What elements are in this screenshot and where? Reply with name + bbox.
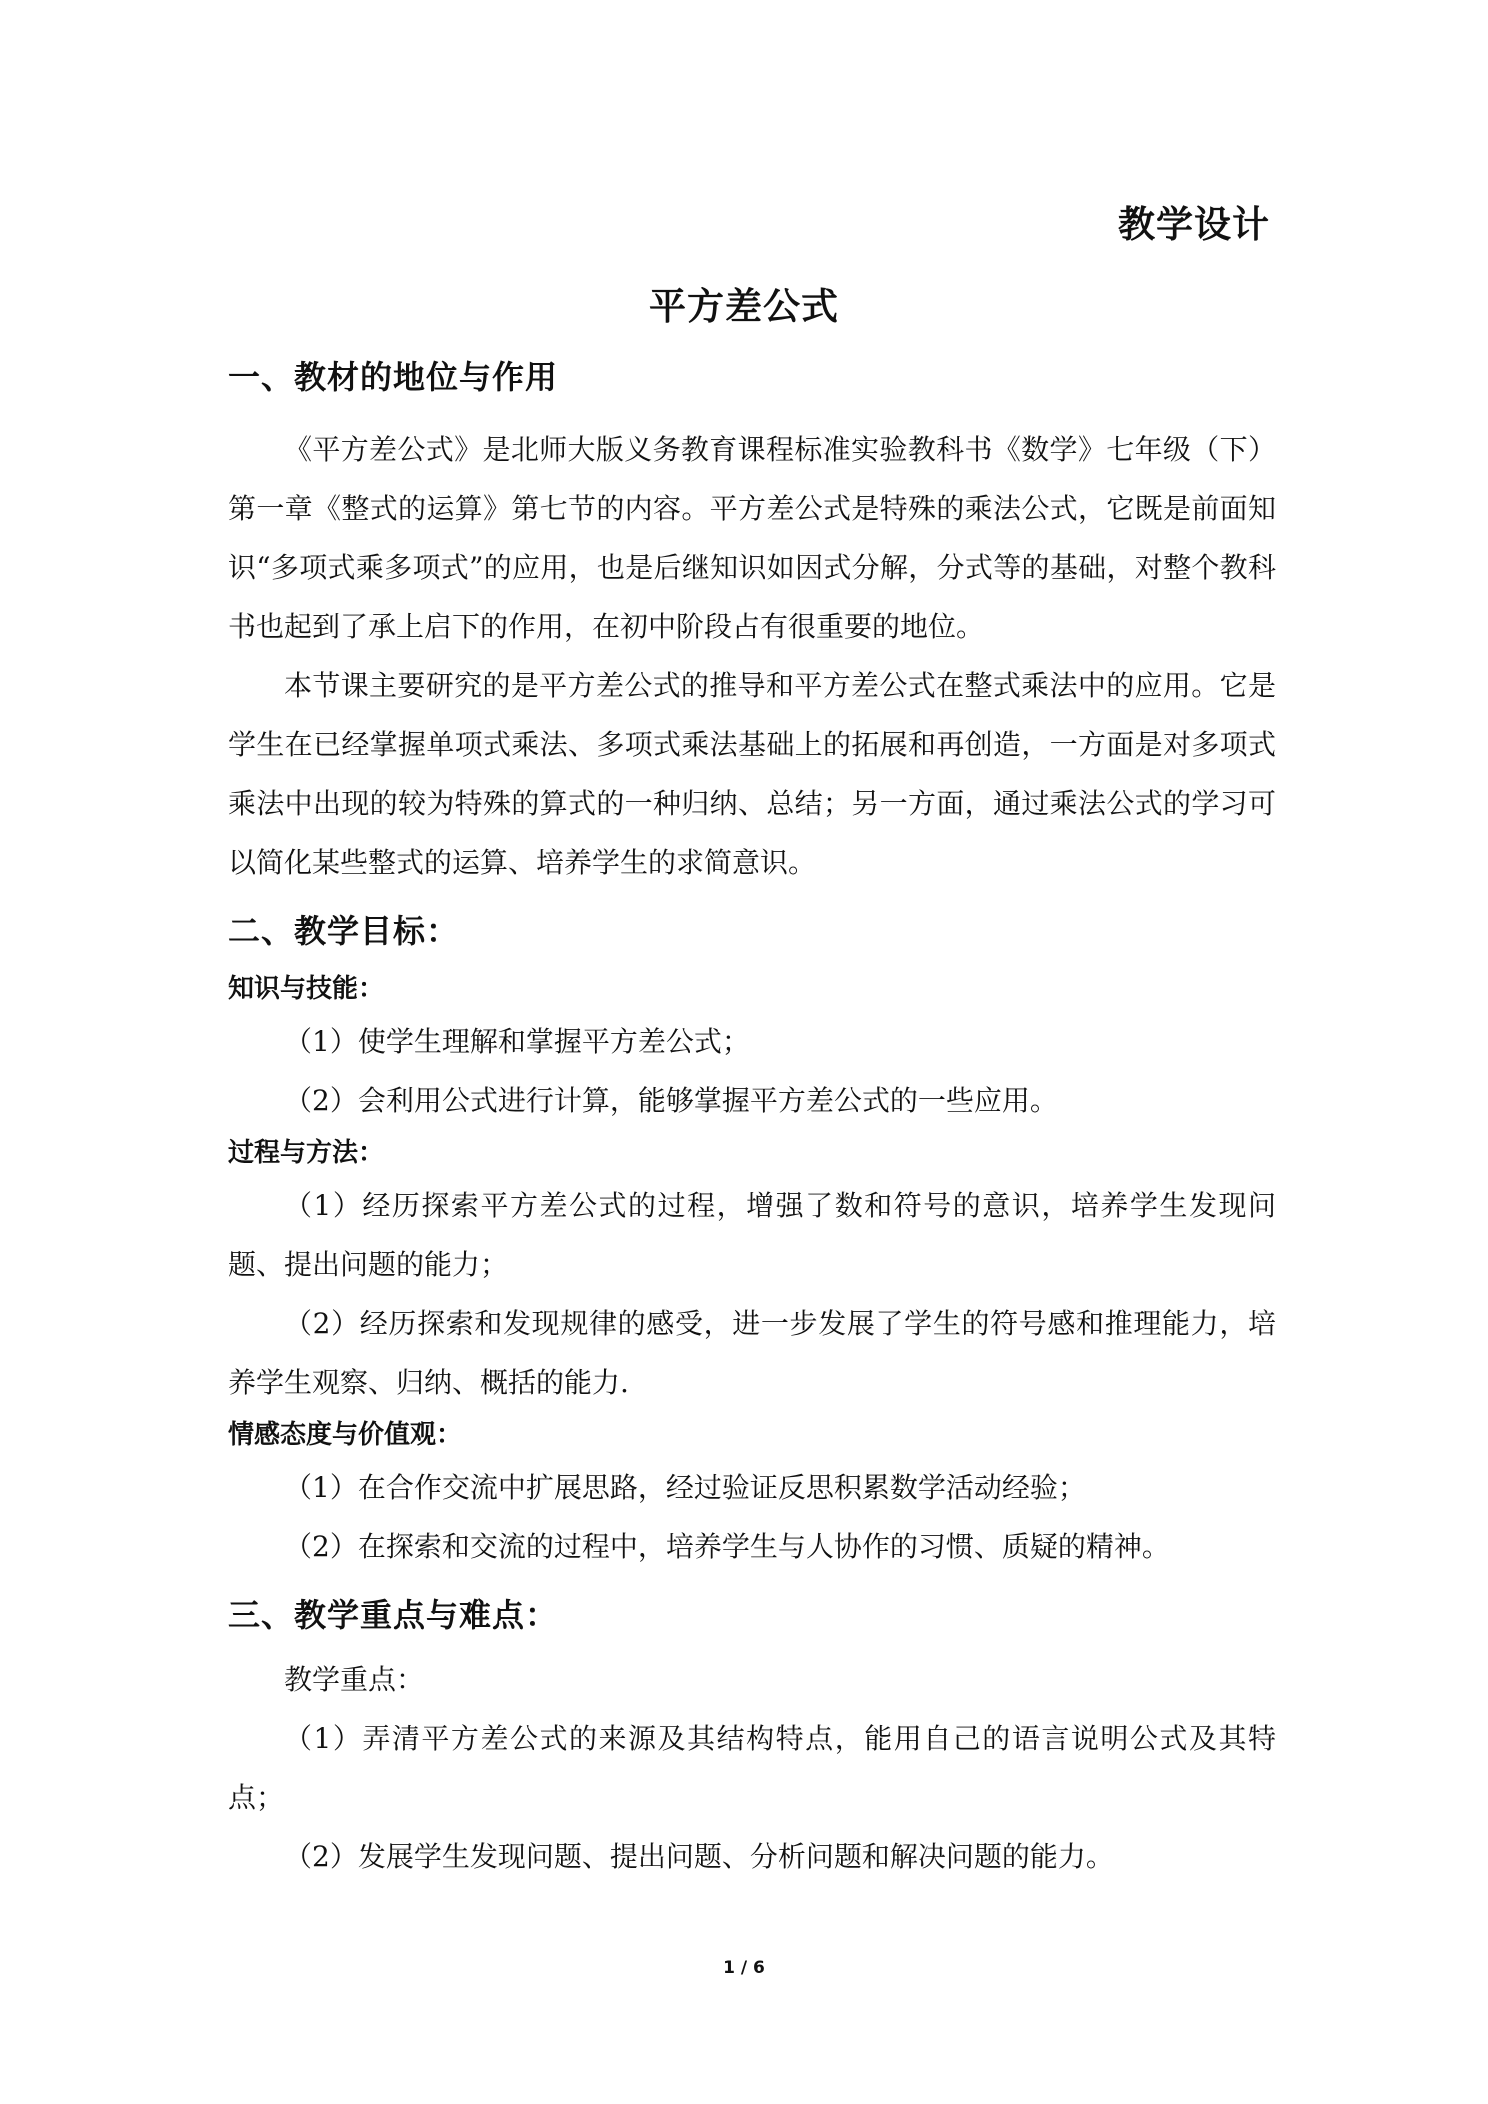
subheading-process-methods: 过程与方法： [228,1138,385,1168]
list-item: （1）弄清平方差公式的来源及其结构特点，能用自己的语言说明公式及其特点； [228,1722,1276,1814]
list-item: （2）在探索和交流的过程中，培养学生与人协作的习惯、质疑的精神。 [284,1530,1170,1563]
subheading-knowledge-skills: 知识与技能： [228,974,385,1004]
document-body [228,352,1276,1886]
list-item: （1）在合作交流中扩展思路，经过验证反思积累数学活动经验； [284,1471,1086,1504]
key-points-label: 教学重点： [284,1663,425,1696]
page-number: 1 / 6 [723,1958,765,1978]
subheading-emotion-values: 情感态度与价值观： [228,1420,463,1450]
list-item: （2）发展学生发现问题、提出问题、分析问题和解决问题的能力。 [284,1840,1114,1873]
section-textbook-role [228,352,1276,892]
list-item: （2）经历探索和发现规律的感受，进一步发展了学生的符号感和推理能力，培养学生观察、归纳、概括的能力. [228,1307,1276,1399]
section-key-difficult-points [228,1590,1276,1886]
document-title: 平方差公式 [649,285,839,328]
section-heading: 一、教材的地位与作用 [228,358,559,396]
paragraph: 本节课主要研究的是平方差公式的推导和平方差公式在整式乘法中的应用。它是学生在已经掌握单项式乘法、多项式乘法基础上的拓展和再创造，一方面是对多项式乘法中出现的较为特殊的算式的一种归纳、总结；另一方面，通过乘法公式的学习可以简化某些整式的运算、培养学生的求简意识。 [228,669,1276,879]
section-teaching-goals [228,906,1276,1576]
list-item: （1）经历探索平方差公式的过程，增强了数和符号的意识，培养学生发现问题、提出问题的能力； [228,1189,1276,1281]
document-type-label: 教学设计 [1118,203,1270,246]
paragraph: 《平方差公式》是北师大版义务教育课程标准实验教科书《数学》七年级（下）第一章《整式的运算》第七节的内容。平方差公式是特殊的乘法公式，它既是前面知识“多项式乘多项式”的应用，也是后继知识如因式分解，分式等的基础，对整个教科书也起到了承上启下的作用，在初中阶段占有很重要的地位。 [228,433,1276,643]
section-heading: 二、教学目标： [228,912,460,950]
list-item: （2）会利用公式进行计算，能够掌握平方差公式的一些应用。 [284,1084,1058,1117]
section-heading: 三、教学重点与难点： [228,1596,559,1634]
list-item: （1）使学生理解和掌握平方差公式； [284,1025,750,1058]
